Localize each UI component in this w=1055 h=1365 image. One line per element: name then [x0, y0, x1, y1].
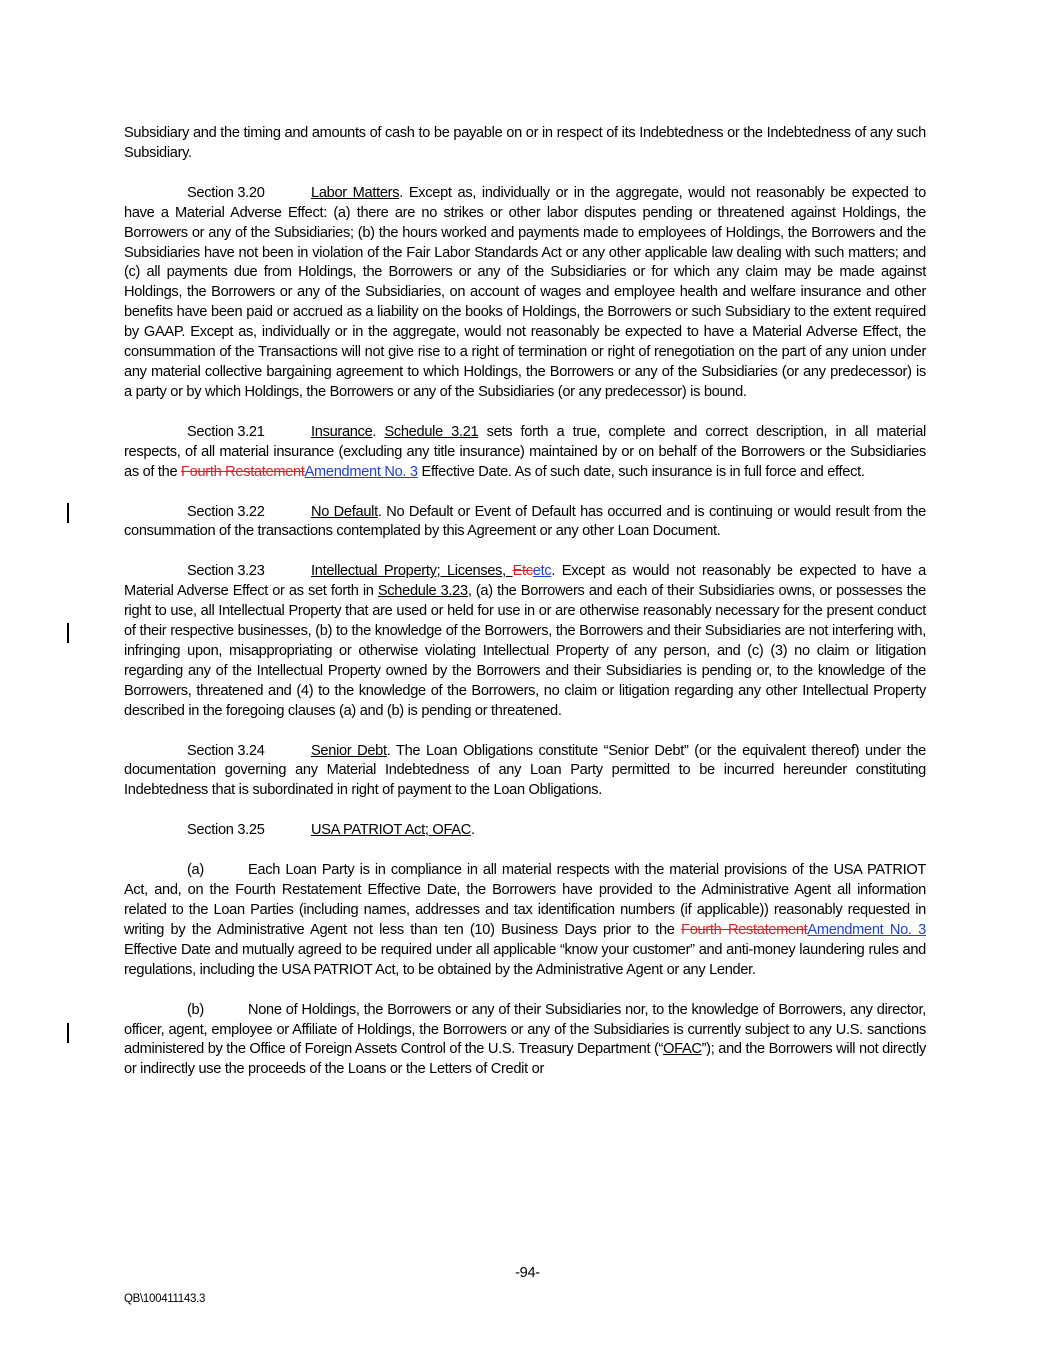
section-heading: Senior Debt	[311, 742, 387, 759]
section-3-20	[124, 184, 926, 403]
subsection-a: (a) Each Loan Party is in compliance in all material respects with the material provisions of the USA PATRIOT Act, and, on the Fourth Restatement Effective Date, the Borrowers have provided to the Administrative Agent all information related to the Loan Parties (including names, addresses and tax identification numbers (if applicable)) reasonably requested in writing by the Administrative Agent not less than ten (10) Business Days prior to the Fourth RestatementAmendment No. 3 Effective Date and mutually agreed to be required under all applicable “know your customer” and anti-money laundering rules and regulations, including the USA PATRIOT Act, to be obtained by the Administrative Agent or any Lender.	[124, 862, 926, 978]
subsection-label: (b)	[187, 1001, 204, 1018]
section-heading: USA PATRIOT Act; OFAC	[311, 822, 471, 839]
section-number: Section 3.21	[187, 423, 265, 440]
section-heading: Insurance	[311, 423, 373, 440]
inserted-text: etc	[532, 563, 552, 580]
change-bar	[67, 1023, 69, 1043]
section-3-22	[124, 503, 926, 543]
section-3-23: Section 3.23 Intellectual Property; Licenses, Etcetc. Except as would not reasonably be expected to have a Material Adverse Effect or as set forth in Schedule 3.23, (a) the Borrowers and each of their Subsidiaries owns, or possesses the right to use, all Intellectual Property that are used or held for use in or are otherwise reasonably necessary for the present conduct of their respective businesses, (b) to the knowledge of the Borrowers, the Borrowers and their Subsidiaries are not interfering with, infringing upon, misappropriating or otherwise violating Intellectual Property of any person, and (c) (3) no claim or litigation regarding any of the Intellectual Property owned by the Borrowers and their Subsidiaries is pending or, to the knowledge of the Borrowers, threatened and (4) to the knowledge of the Borrowers, no claim or litigation regarding any other Intellectual Property described in the foregoing clauses (a) and (b) is pending or threatened.	[124, 563, 926, 719]
section-body: . Except as, individually or in the aggregate, would not reasonably be expected to have a Material Adverse Effect: (a) there are no strikes or other labor disputes pending or threatened against Holdings, the Borrowers or any of the Subsidiaries; (b) the hours worked and payments made to employees of Holdings, the Borrowers and the Subsidiaries have not been in violation of the Fair Labor Standards Act or any other applicable law dealing with such matters; and (c) all payments due from Holdings, the Borrowers or any of the Subsidiaries or for which any claim may be made against Holdings, the Borrowers or any of the Subsidiaries, on account of wages and employee health and welfare insurance and other benefits have been paid or accrued as a liability on the books of Holdings, the Borrowers or such Subsidiary to the extent required by GAAP. Except as, individually or in the aggregate, would not reasonably be expected to have a Material Adverse Effect, the consummation of the Transactions will not give rise to a right of termination or right of renegotiation on the part of any union under any material collective bargaining agreement to which Holdings, the Borrowers or any of the Subsidiaries (or any predecessor) is a party or by which Holdings, the Borrowers or any of the Subsidiaries (or any predecessor) is bound.	[124, 184, 926, 400]
document-id: QB\100411143.3	[124, 1293, 206, 1305]
page-number: -94-	[515, 1265, 540, 1281]
change-bar	[67, 623, 69, 643]
section-3-21: Section 3.21 Insurance. Schedule 3.21 sets forth a true, complete and correct description, in all material respects, of all material insurance (excluding any title insurance) maintained by or on behalf of the Borrowers or the Subsidiaries as of the Fourth RestatementAmendment No. 3 Effective Date. As of such date, such insurance is in full force and effect.	[124, 423, 926, 480]
defined-term: OFAC	[663, 1041, 702, 1058]
section-number: Section 3.20	[187, 184, 265, 201]
deleted-text: Fourth Restatement	[681, 921, 808, 938]
section-heading: Labor Matters	[311, 184, 400, 201]
inserted-text: Amendment No. 3	[304, 463, 418, 480]
change-bar	[67, 503, 69, 523]
deleted-text: Etc	[512, 563, 533, 580]
section-number: Section 3.25	[187, 822, 265, 839]
section-3-25: Section 3.25 USA PATRIOT Act; OFAC.	[124, 821, 926, 841]
section-number: Section 3.22	[187, 503, 265, 520]
subsection-b: (b) None of Holdings, the Borrowers or any of their Subsidiaries nor, to the knowledge of Borrowers, any director, officer, agent, employee or Affiliate of Holdings, the Borrowers or any of the Subsidiaries is currently subject to any U.S. sanctions administered by the Office of Foreign Assets Control of the U.S. Treasury Department (“OFAC”); and the Borrowers will not directly or indirectly use the proceeds of the Loans or the Letters of Credit or	[124, 1001, 926, 1078]
section-heading: No Default	[311, 503, 378, 520]
document-page	[124, 124, 926, 1100]
section-number: Section 3.23	[187, 563, 265, 580]
inserted-text: Amendment No. 3	[807, 921, 926, 938]
schedule-reference: Schedule 3.21	[384, 423, 479, 440]
section-body: . No Default or Event of Default has occurred and is continuing or would result from the consummation of the transactions contemplated by this Agreement or any other Loan Document.	[124, 503, 926, 540]
deleted-text: Fourth Restatement	[181, 463, 305, 480]
subsection-label: (a)	[187, 862, 204, 879]
section-number: Section 3.24	[187, 742, 265, 759]
section-body: . The Loan Obligations constitute “Senior Debt” (or the equivalent thereof) under the documentation governing any Material Indebtedness of any Loan Party permitted to be incurred hereunder constituting Indebtedness that is subordinated in right of payment to the Loan Obligations.	[124, 742, 926, 799]
schedule-reference: Schedule 3.23	[377, 583, 468, 600]
paragraph-continuation: Subsidiary and the timing and amounts of cash to be payable on or in respect of its Indebtedness or the Indebtedness of any such Subsidiary.	[124, 125, 926, 161]
section-3-24	[124, 742, 926, 802]
section-heading: Intellectual Property; Licenses,	[311, 563, 513, 580]
